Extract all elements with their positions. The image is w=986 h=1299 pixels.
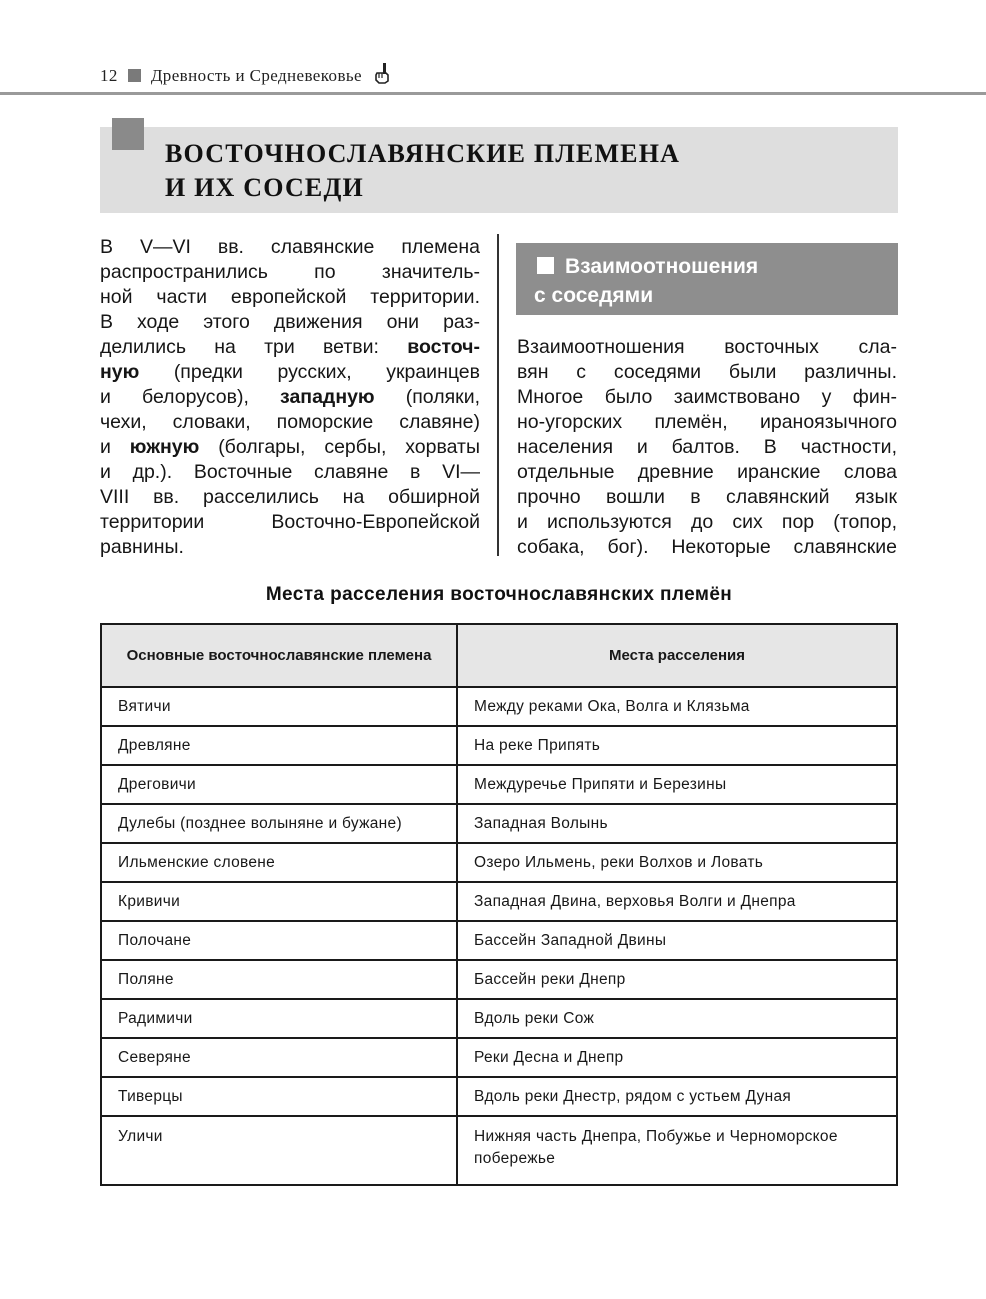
paragraph-line: чехи, словаки, поморские славяне) <box>100 411 480 433</box>
pointing-hand-icon <box>374 62 390 89</box>
header-rule <box>0 92 986 95</box>
paragraph-line: ную (предки русских, украинцев <box>100 361 480 383</box>
paragraph-line: и др.). Восточные славяне в VI— <box>100 461 480 483</box>
tribe-cell: Радимичи <box>101 999 457 1038</box>
term-eastern: восточ- <box>407 336 480 358</box>
paragraph-line: равнины. <box>100 536 184 558</box>
subsection-title-line: с соседями <box>534 284 654 307</box>
paragraph-line: и южную (болгары, сербы, хорваты <box>100 436 480 458</box>
header-square-marker <box>128 69 141 82</box>
section-title-line: ВОСТОЧНОСЛАВЯНСКИЕ ПЛЕМЕНА <box>165 139 681 168</box>
tribe-cell: Поляне <box>101 960 457 999</box>
paragraph-line: В ходе этого движения они раз- <box>100 311 480 333</box>
paragraph-line: и используются до сих пор (топор, <box>517 511 897 533</box>
tribe-cell: Кривичи <box>101 882 457 921</box>
table-row <box>101 804 897 843</box>
place-cell: Западная Двина, верховья Волги и Днепра <box>457 882 897 921</box>
place-cell: Междуречье Припяти и Березины <box>457 765 897 804</box>
table-row <box>101 1116 897 1185</box>
page-number: 12 <box>100 65 118 85</box>
paragraph-line: VIII вв. расселились на обширной <box>100 486 480 508</box>
tribe-cell: Вятичи <box>101 687 457 726</box>
term-eastern-end: ную <box>100 361 140 383</box>
subsection-title-line: Взаимоотношения <box>565 255 759 278</box>
tribe-cell: Ильменские словене <box>101 843 457 882</box>
right-column-paragraph <box>517 335 897 560</box>
place-cell: Бассейн реки Днепр <box>457 960 897 999</box>
place-cell: Вдоль реки Днестр, рядом с устьем Дуная <box>457 1077 897 1116</box>
header-cell-tribes: Основные восточнославянские племена <box>101 624 457 687</box>
tribe-cell: Древляне <box>101 726 457 765</box>
paragraph-line: но-угорских племён, ираноязычного <box>517 411 897 433</box>
paragraph-line: Многое было заимствовано у фин- <box>517 386 897 408</box>
table-row <box>101 882 897 921</box>
tribe-cell: Дреговичи <box>101 765 457 804</box>
paragraph-line: и белорусов), западную (поляки, <box>100 386 480 408</box>
table-caption: Места расселения восточнославянских племён <box>265 584 733 605</box>
term-western: западную <box>280 386 375 408</box>
paragraph-line: ной части европейской территории. <box>100 286 480 308</box>
place-cell: Реки Десна и Днепр <box>457 1038 897 1077</box>
section-title-square <box>112 118 144 150</box>
header-cell-places: Места расселения <box>457 624 897 687</box>
tribe-cell: Тиверцы <box>101 1077 457 1116</box>
place-cell: Между реками Ока, Волга и Клязьма <box>457 687 897 726</box>
paragraph-line: прочно вошли в славянский язык <box>517 486 897 508</box>
left-column-paragraph <box>100 235 480 560</box>
tribe-cell: Уличи <box>101 1116 457 1185</box>
term-southern: южную <box>129 436 200 458</box>
table-row <box>101 765 897 804</box>
tribe-cell: Дулебы (позднее волыняне и бужане) <box>101 804 457 843</box>
table-row <box>101 687 897 726</box>
paragraph-line: распространились по значитель- <box>100 261 480 283</box>
tribes-table <box>100 623 898 1186</box>
tribe-cell: Полочане <box>101 921 457 960</box>
paragraph-line: делились на три ветви: восточ- <box>100 336 480 358</box>
table-row <box>101 999 897 1038</box>
table-row <box>101 1038 897 1077</box>
place-cell: На реке Припять <box>457 726 897 765</box>
section-title <box>165 137 865 205</box>
table-row <box>101 960 897 999</box>
column-divider <box>497 234 499 556</box>
place-cell: Бассейн Западной Двины <box>457 921 897 960</box>
section-title-line: И ИХ СОСЕДИ <box>165 173 364 202</box>
paragraph-line: собака, бог). Некоторые славянские <box>517 536 897 558</box>
table-header-row <box>101 624 897 687</box>
running-title: Древность и Средневековье <box>150 65 362 85</box>
paragraph-line: В V—VI вв. славянские племена <box>100 236 480 258</box>
tribe-cell: Северяне <box>101 1038 457 1077</box>
place-cell: Нижняя часть Днепра, Побужье и Черноморское побережье <box>457 1116 897 1185</box>
table-row <box>101 843 897 882</box>
subsection-title <box>534 252 884 310</box>
place-cell: Озеро Ильмень, реки Волхов и Ловать <box>457 843 897 882</box>
table-row <box>101 921 897 960</box>
place-cell: Вдоль реки Сож <box>457 999 897 1038</box>
paragraph-line: отдельные древние иранские слова <box>517 461 897 483</box>
running-header <box>100 62 390 89</box>
table-row <box>101 726 897 765</box>
paragraph-line: Взаимоотношения восточных сла- <box>517 336 897 358</box>
table-row <box>101 1077 897 1116</box>
place-cell: Западная Волынь <box>457 804 897 843</box>
paragraph-line: населения и балтов. В частности, <box>517 436 897 458</box>
paragraph-line: вян с соседями были различны. <box>517 361 897 383</box>
paragraph-line: территории Восточно-Европейской <box>100 511 480 533</box>
